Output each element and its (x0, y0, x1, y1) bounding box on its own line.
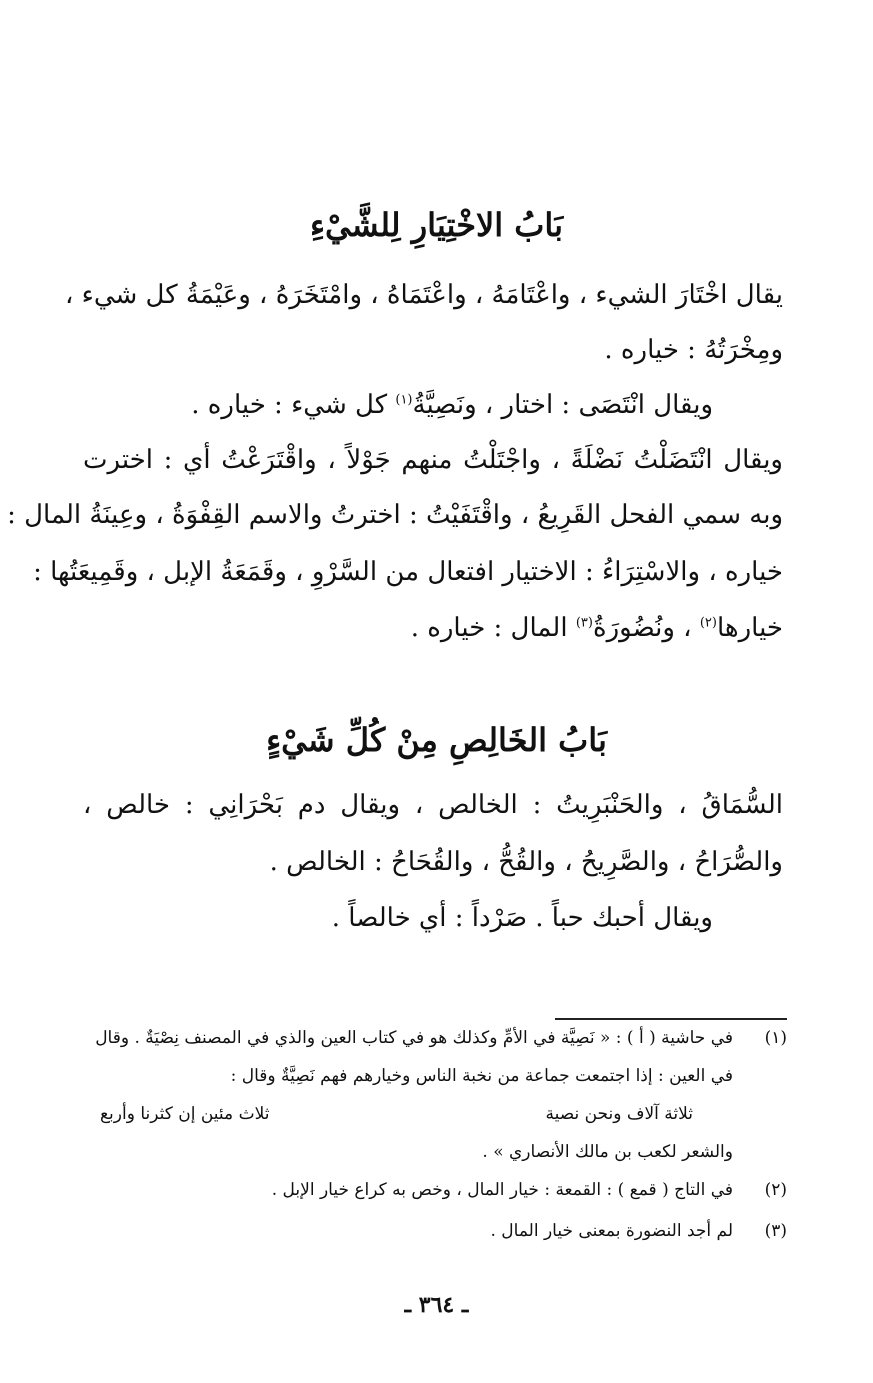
body-line-8: السُّمَاقُ ، والحَنْبَرِيتُ : الخالص ، ويقال دم بَحْرَانِي : خالص ، (83, 790, 783, 820)
body-line-9: والصُّرَاحُ ، والصَّرِيحُ ، والقُحُّ ، والقُحَاحُ : الخالص . (269, 847, 783, 877)
footnote-3-text: لم أجد النضورة بمعنى خيار المال . (490, 1221, 733, 1241)
footnote-1-verse-hemistich-1: ثلاثة آلاف ونحن نصية (545, 1104, 693, 1124)
section-title-pure: بَابُ الخَالِصِ مِنْ كُلِّ شَيْءٍ (266, 721, 607, 759)
body-line-7-mid: ، ونُضُورَةُ (592, 613, 700, 643)
body-line-7-tail: المال : خياره . (410, 613, 576, 643)
body-line-7-text: خيارها (716, 613, 783, 643)
footnote-ref-1: (١) (395, 392, 413, 408)
footnote-ref-2: (٢) (699, 615, 717, 631)
body-line-1: يقال اخْتَارَ الشيء ، واعْتَامَهُ ، واعْتَمَاهُ ، وامْتَخَرَهُ ، وعَيْمَةُ كل شيء ، (64, 280, 783, 310)
footnote-1-line-2: في العين : إذا اجتمعت جماعة من نخبة الناس وخيارهم فهم نَصِيَّةٌ وقال : (230, 1066, 733, 1086)
footnote-separator (555, 1018, 787, 1020)
footnote-1-line-1: في حاشية ( أ ) : « نَصِيَّة في الأمِّ وكذلك هو في كتاب العين والذي في المصنف نِصْيَةٌ . وقال (95, 1028, 733, 1048)
footnote-1-number: (١) (764, 1028, 787, 1048)
body-line-2: ومِخْرَتُهُ : خياره . (604, 335, 783, 365)
footnote-2-text: في التاج ( قمع ) : القمعة : خيار المال ، وخص به كراع خيار الإبل . (271, 1180, 733, 1200)
body-line-7 (83, 608, 783, 648)
body-line-3 (83, 385, 713, 425)
footnote-1-line-3: والشعر لكعب بن مالك الأنصاري » . (482, 1142, 733, 1162)
section-title-choosing: بَابُ الاخْتِيَارِ لِلشَّيْءِ (309, 206, 564, 244)
page-number: ـ ٣٦٤ ـ (404, 1292, 469, 1318)
footnote-2-number: (٢) (764, 1180, 787, 1200)
footnote-1-verse-hemistich-2: ثلاث مئين إن كثرنا وأربع (100, 1104, 270, 1124)
footnote-3-number: (٣) (764, 1221, 787, 1241)
body-line-3-text: ويقال انْتَصَى : اختار ، ونَصِيَّةُ (412, 390, 713, 420)
body-line-5: وبه سمي الفحل القَرِيعُ ، واقْتَفَيْتُ : اخترتُ والاسم القِفْوَةُ ، وعِينَةُ المال : (7, 500, 783, 530)
footnote-ref-3: (٣) (575, 615, 593, 631)
body-line-6: خياره ، والاسْتِرَاءُ : الاختيار افتعال من السَّرْوِ ، وقَمَعَةُ الإبل ، وقَمِيعَتُها : (33, 557, 783, 587)
body-line-10: ويقال أحبك حباً . صَرْداً : أي خالصاً . (331, 903, 713, 933)
body-line-3-tail: كل شيء : خياره . (191, 390, 396, 420)
body-line-4: ويقال انْتَضَلْتُ نَضْلَةً ، واجْتَلْتُ منهم جَوْلاً ، واقْتَرَعْتُ أي : اخترت (83, 445, 783, 475)
